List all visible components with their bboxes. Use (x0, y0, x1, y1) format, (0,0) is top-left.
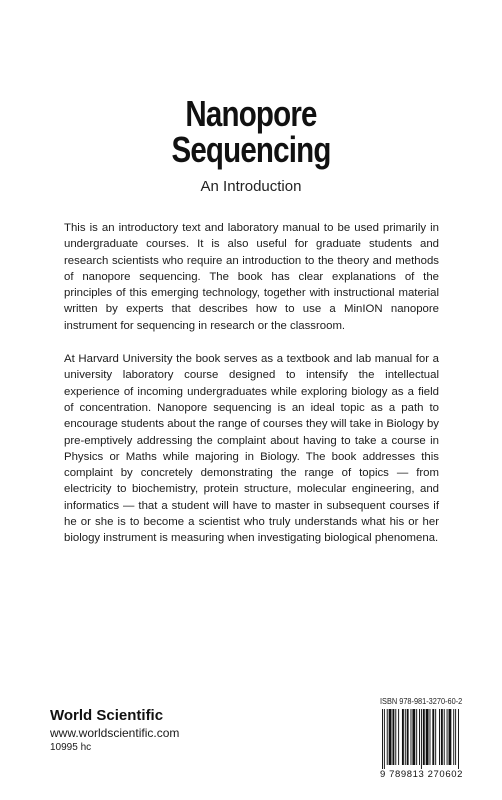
title-block (0, 93, 502, 196)
barcode-bar (398, 709, 399, 765)
barcode-bar (444, 709, 445, 765)
barcode-bar (389, 709, 392, 765)
barcode-digits: 9 789813 270602 (380, 769, 463, 780)
barcode-bar (392, 709, 394, 765)
barcode-bar (411, 709, 412, 765)
blurb-text (64, 220, 439, 564)
barcode-bars (380, 709, 486, 769)
barcode-bar (387, 709, 388, 765)
barcode-bar (453, 709, 454, 765)
blurb-paragraph-2: At Harvard University the book serves as a textbook and lab manual for a university laboratory course designed to intensify the intellectual experience of incoming undergraduates while exploring biology as a field of concentration. Nanopore sequencing is an ideal topic as a path to encourage students about the range of courses they will take in Biology by pre-emptively addressing the complaint about having to take a course in Physics or Maths while majoring in Biology. The book addresses this complaint by concretely demonstrating the range of topics — from electricity to biochemistry, protein structure, molecular engineering, and informatics — that a student will have to master in subsequent courses if he or she is to become a scientist who truly understands what his or her biology instrument is measuring when investigating biological phenomena. (64, 353, 439, 545)
blurb-paragraph-1: This is an introductory text and laboratory manual to be used primarily in undergraduate courses. It is also useful for graduate students and research scientists who require an introduction to the theory and methods of nanopore sequencing. The book has clear explanations of the principles of this emerging technology, together with instructional material written by experts that describes how to use a MinION nanopore instrument for sequencing in research or the classroom. (64, 222, 439, 332)
barcode-bar (416, 709, 417, 765)
publisher-url: www.worldscientific.com (50, 726, 180, 740)
barcode-bar (447, 709, 448, 765)
barcode-bar (402, 709, 404, 765)
book-title-line-2: Sequencing (171, 129, 331, 170)
publisher-code: 10995 hc (50, 742, 92, 753)
barcode-bar (412, 709, 415, 765)
barcode-bar (421, 709, 422, 769)
book-subtitle: An Introduction (200, 178, 302, 195)
barcode-bar (426, 709, 429, 765)
publisher-info (50, 707, 270, 755)
barcode-bar (407, 709, 409, 765)
isbn-barcode (380, 697, 486, 783)
barcode-bar (419, 709, 420, 765)
barcode-bar (458, 709, 459, 769)
barcode-bar (405, 709, 406, 765)
barcode-bar (441, 709, 443, 765)
barcode-bar (435, 709, 436, 765)
barcode-bar (382, 709, 383, 769)
barcode-bar (423, 709, 425, 765)
barcode-bar (384, 709, 385, 769)
publisher-name: World Scientific (50, 707, 164, 724)
barcode-bar (395, 709, 396, 765)
barcode-bar (432, 709, 434, 765)
barcode-bar (439, 709, 440, 765)
barcode-bar (430, 709, 431, 765)
book-title-line-1: Nanopore (185, 93, 317, 134)
barcode-bar (449, 709, 452, 765)
isbn-label: ISBN 978-981-3270-60-2 (380, 697, 463, 706)
barcode-bar (455, 709, 456, 765)
